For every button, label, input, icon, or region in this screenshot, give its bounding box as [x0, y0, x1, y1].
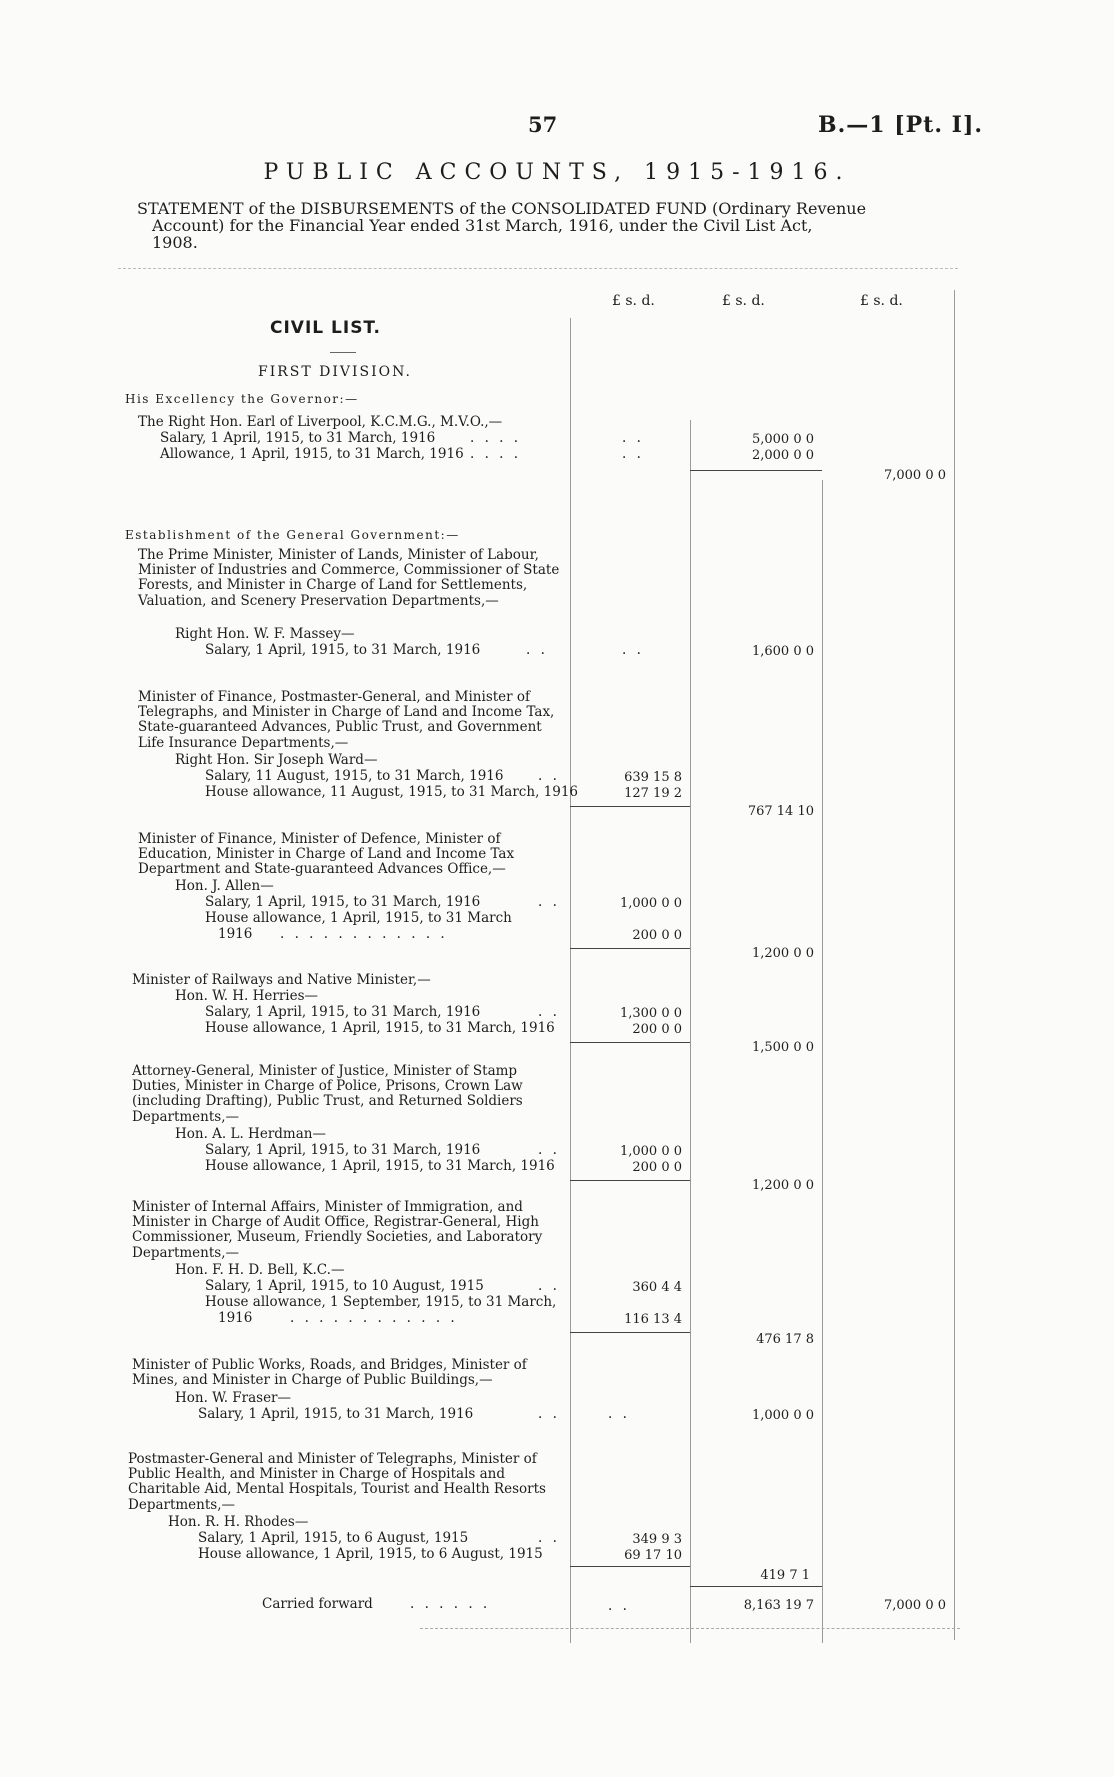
governor-allowance-label: Allowance, 1 April, 1915, to 31 March, 1916 — [160, 446, 464, 462]
herries-total: 1,500 0 0 — [751, 1040, 814, 1055]
allen-salary-leader: . . — [538, 894, 560, 910]
herries-house-label: House allowance, 1 April, 1915, to 31 March, 1916 — [205, 1020, 555, 1036]
governor-allowance-amount: 2,000 0 0 — [751, 448, 814, 463]
carried-forward-col1-blank: . . — [608, 1598, 630, 1614]
herdman-salary-leader: . . — [538, 1142, 560, 1158]
herries-name: Hon. W. H. Herries— — [175, 988, 319, 1004]
page-number: 57 — [528, 112, 558, 137]
statement-heading — [137, 200, 957, 251]
bell-total: 476 17 8 — [756, 1332, 814, 1347]
herries-salary-label: Salary, 1 April, 1915, to 31 March, 1916 — [205, 1004, 481, 1020]
governor-salary-leader: . . . . — [470, 430, 522, 446]
governor-allowance-col1-blank: . . — [622, 446, 644, 462]
ward-salary-leader: . . — [538, 768, 560, 784]
statement-line-2: Account) for the Financial Year ended 31st March, 1916, under the Civil List Act, — [152, 216, 813, 235]
rhodes-portfolio: Postmaster-General and Minister of Telegraphs, Minister of Public Health, and Minister in Charge of Hospitals and Charitable Aid, Mental Hospitals, Tourist and Health Resorts Departments,— — [128, 1451, 546, 1513]
statement-line-3: 1908. — [152, 233, 198, 252]
rhodes-house-label: House allowance, 1 April, 1915, to 6 August, 1915 — [198, 1546, 543, 1562]
statement-line-1: STATEMENT of the DISBURSEMENTS of the CONSOLIDATED FUND (Ordinary Revenue — [137, 199, 867, 218]
allen-house-label-1: House allowance, 1 April, 1915, to 31 March — [205, 910, 512, 926]
fraser-total: 1,000 0 0 — [751, 1408, 814, 1423]
allen-total: 1,200 0 0 — [751, 946, 814, 961]
bell-house-label-1: House allowance, 1 September, 1915, to 31 March, — [205, 1294, 557, 1310]
bell-house-label-2: 1916 — [218, 1310, 253, 1326]
allen-subtotal-rule — [570, 948, 690, 949]
column-header-2: £ s. d. — [722, 293, 765, 309]
fraser-portfolio: Minister of Public Works, Roads, and Bridges, Minister of Mines, and Minister in Charge of Public Buildings,— — [132, 1357, 527, 1389]
section-dash — [330, 352, 356, 353]
establishment-heading: Establishment of the General Government:— — [125, 528, 460, 542]
carried-forward-col2: 8,163 19 7 — [743, 1598, 814, 1613]
bell-house-leader: . . . . . . . . . . . . — [290, 1310, 458, 1326]
governor-subtotal-rule — [690, 470, 822, 471]
herries-subtotal-rule — [570, 1042, 690, 1043]
herdman-salary-label: Salary, 1 April, 1915, to 31 March, 1916 — [205, 1142, 481, 1158]
massey-portfolio: The Prime Minister, Minister of Lands, Minister of Labour, Minister of Industries and Commerce, Commissioner of State Forests, and Minister in Charge of Land for Settlements, Valuation, and Scenery Preservation Departments,— — [138, 547, 560, 609]
massey-name: Right Hon. W. F. Massey— — [175, 626, 355, 642]
allen-house-leader: . . . . . . . . . . . . — [280, 926, 448, 942]
fraser-salary-leader: . . — [538, 1406, 560, 1422]
governor-salary-amount: 5,000 0 0 — [751, 432, 814, 447]
governor-salary-col1-blank: . . — [622, 430, 644, 446]
column-rule-1 — [570, 318, 571, 1643]
allen-house-label-2: 1916 — [218, 926, 253, 942]
governor-total: 7,000 0 0 — [883, 468, 946, 483]
herdman-house-amount: 200 0 0 — [632, 1160, 682, 1175]
bell-salary-leader: . . — [538, 1278, 560, 1294]
ward-name: Right Hon. Sir Joseph Ward— — [175, 752, 378, 768]
column-rule-4 — [954, 290, 955, 1640]
herdman-name: Hon. A. L. Herdman— — [175, 1126, 326, 1142]
section-title: CIVIL LIST. — [270, 318, 381, 338]
allen-salary-label: Salary, 1 April, 1915, to 31 March, 1916 — [205, 894, 481, 910]
bell-subtotal-rule — [570, 1332, 690, 1333]
column-header-3: £ s. d. — [860, 293, 903, 309]
rhodes-salary-amount: 349 9 3 — [632, 1532, 682, 1547]
herries-portfolio: Minister of Railways and Native Minister,— — [132, 972, 431, 988]
fraser-name: Hon. W. Fraser— — [175, 1390, 292, 1406]
division-title: FIRST DIVISION. — [258, 364, 412, 380]
rhodes-salary-leader: . . — [538, 1530, 560, 1546]
bell-portfolio: Minister of Internal Affairs, Minister of Immigration, and Minister in Charge of Audit Office, Registrar-General, High Commissioner, Museum, Friendly Societies, and Laboratory Departments,— — [132, 1199, 543, 1261]
massey-total: 1,600 0 0 — [751, 644, 814, 659]
ward-total: 767 14 10 — [747, 804, 814, 819]
herries-salary-amount: 1,300 0 0 — [619, 1006, 682, 1021]
allen-name: Hon. J. Allen— — [175, 878, 274, 894]
ward-subtotal-rule — [570, 806, 690, 807]
bottom-divider — [420, 1628, 960, 1629]
carried-forward-leader: . . . . . . — [410, 1596, 491, 1612]
ward-house-label: House allowance, 11 August, 1915, to 31 March, 1916 — [205, 784, 579, 800]
governor-allowance-leader: . . . . — [470, 446, 522, 462]
document-title: PUBLIC ACCOUNTS, 1915-1916. — [263, 160, 851, 185]
allen-salary-amount: 1,000 0 0 — [619, 896, 682, 911]
herries-salary-leader: . . — [538, 1004, 560, 1020]
carried-forward-label: Carried forward — [262, 1596, 373, 1612]
fraser-salary-label: Salary, 1 April, 1915, to 31 March, 1916 — [198, 1406, 474, 1422]
rhodes-total: 419 7 1 — [760, 1568, 810, 1583]
rhodes-salary-label: Salary, 1 April, 1915, to 6 August, 1915 — [198, 1530, 469, 1546]
ward-salary-label: Salary, 11 August, 1915, to 31 March, 1916 — [205, 768, 504, 784]
governor-name: The Right Hon. Earl of Liverpool, K.C.M.G., M.V.O.,— — [138, 414, 503, 430]
fraser-col1-blank: . . — [608, 1406, 630, 1422]
column-rule-3 — [822, 480, 823, 1643]
herdman-subtotal-rule — [570, 1180, 690, 1181]
ward-salary-amount: 639 15 8 — [624, 770, 682, 785]
allen-house-amount: 200 0 0 — [632, 928, 682, 943]
governor-salary-label: Salary, 1 April, 1915, to 31 March, 1916 — [160, 430, 436, 446]
column-header-1: £ s. d. — [612, 293, 655, 309]
herdman-total: 1,200 0 0 — [751, 1178, 814, 1193]
herdman-house-label: House allowance, 1 April, 1915, to 31 March, 1916 — [205, 1158, 555, 1174]
bell-name: Hon. F. H. D. Bell, K.C.— — [175, 1262, 345, 1278]
herdman-portfolio: Attorney-General, Minister of Justice, Minister of Stamp Duties, Minister in Charge of Police, Prisons, Crown Law (including Drafting), Public Trust, and Returned Soldiers Departments,— — [132, 1063, 523, 1125]
carried-forward-col3: 7,000 0 0 — [883, 1598, 946, 1613]
massey-salary-leader: . . — [526, 642, 548, 658]
bell-salary-amount: 360 4 4 — [632, 1280, 682, 1295]
paper-reference: B.—1 [Pt. I]. — [818, 112, 984, 138]
massey-salary-label: Salary, 1 April, 1915, to 31 March, 1916 — [205, 642, 481, 658]
column-rule-2 — [690, 420, 691, 1643]
herries-house-amount: 200 0 0 — [632, 1022, 682, 1037]
rhodes-subtotal-rule — [570, 1566, 690, 1567]
ward-portfolio: Minister of Finance, Postmaster-General, and Minister of Telegraphs, and Minister in Charge of Land and Income Tax, State-guaranteed Advances, Public Trust, and Government Life Insurance Departments,— — [138, 689, 555, 751]
governor-heading: His Excellency the Governor:— — [125, 392, 359, 406]
rhodes-house-amount: 69 17 10 — [624, 1548, 682, 1563]
carried-forward-rule — [690, 1586, 822, 1587]
massey-col1-blank: . . — [622, 642, 644, 658]
rhodes-name: Hon. R. H. Rhodes— — [168, 1514, 309, 1530]
ward-house-amount: 127 19 2 — [624, 786, 682, 801]
top-divider — [118, 268, 958, 269]
allen-portfolio: Minister of Finance, Minister of Defence, Minister of Education, Minister in Charge of Land and Income Tax Department and State-guaranteed Advances Office,— — [138, 831, 515, 878]
herdman-salary-amount: 1,000 0 0 — [619, 1144, 682, 1159]
bell-salary-label: Salary, 1 April, 1915, to 10 August, 1915 — [205, 1278, 484, 1294]
bell-house-amount: 116 13 4 — [624, 1312, 682, 1327]
